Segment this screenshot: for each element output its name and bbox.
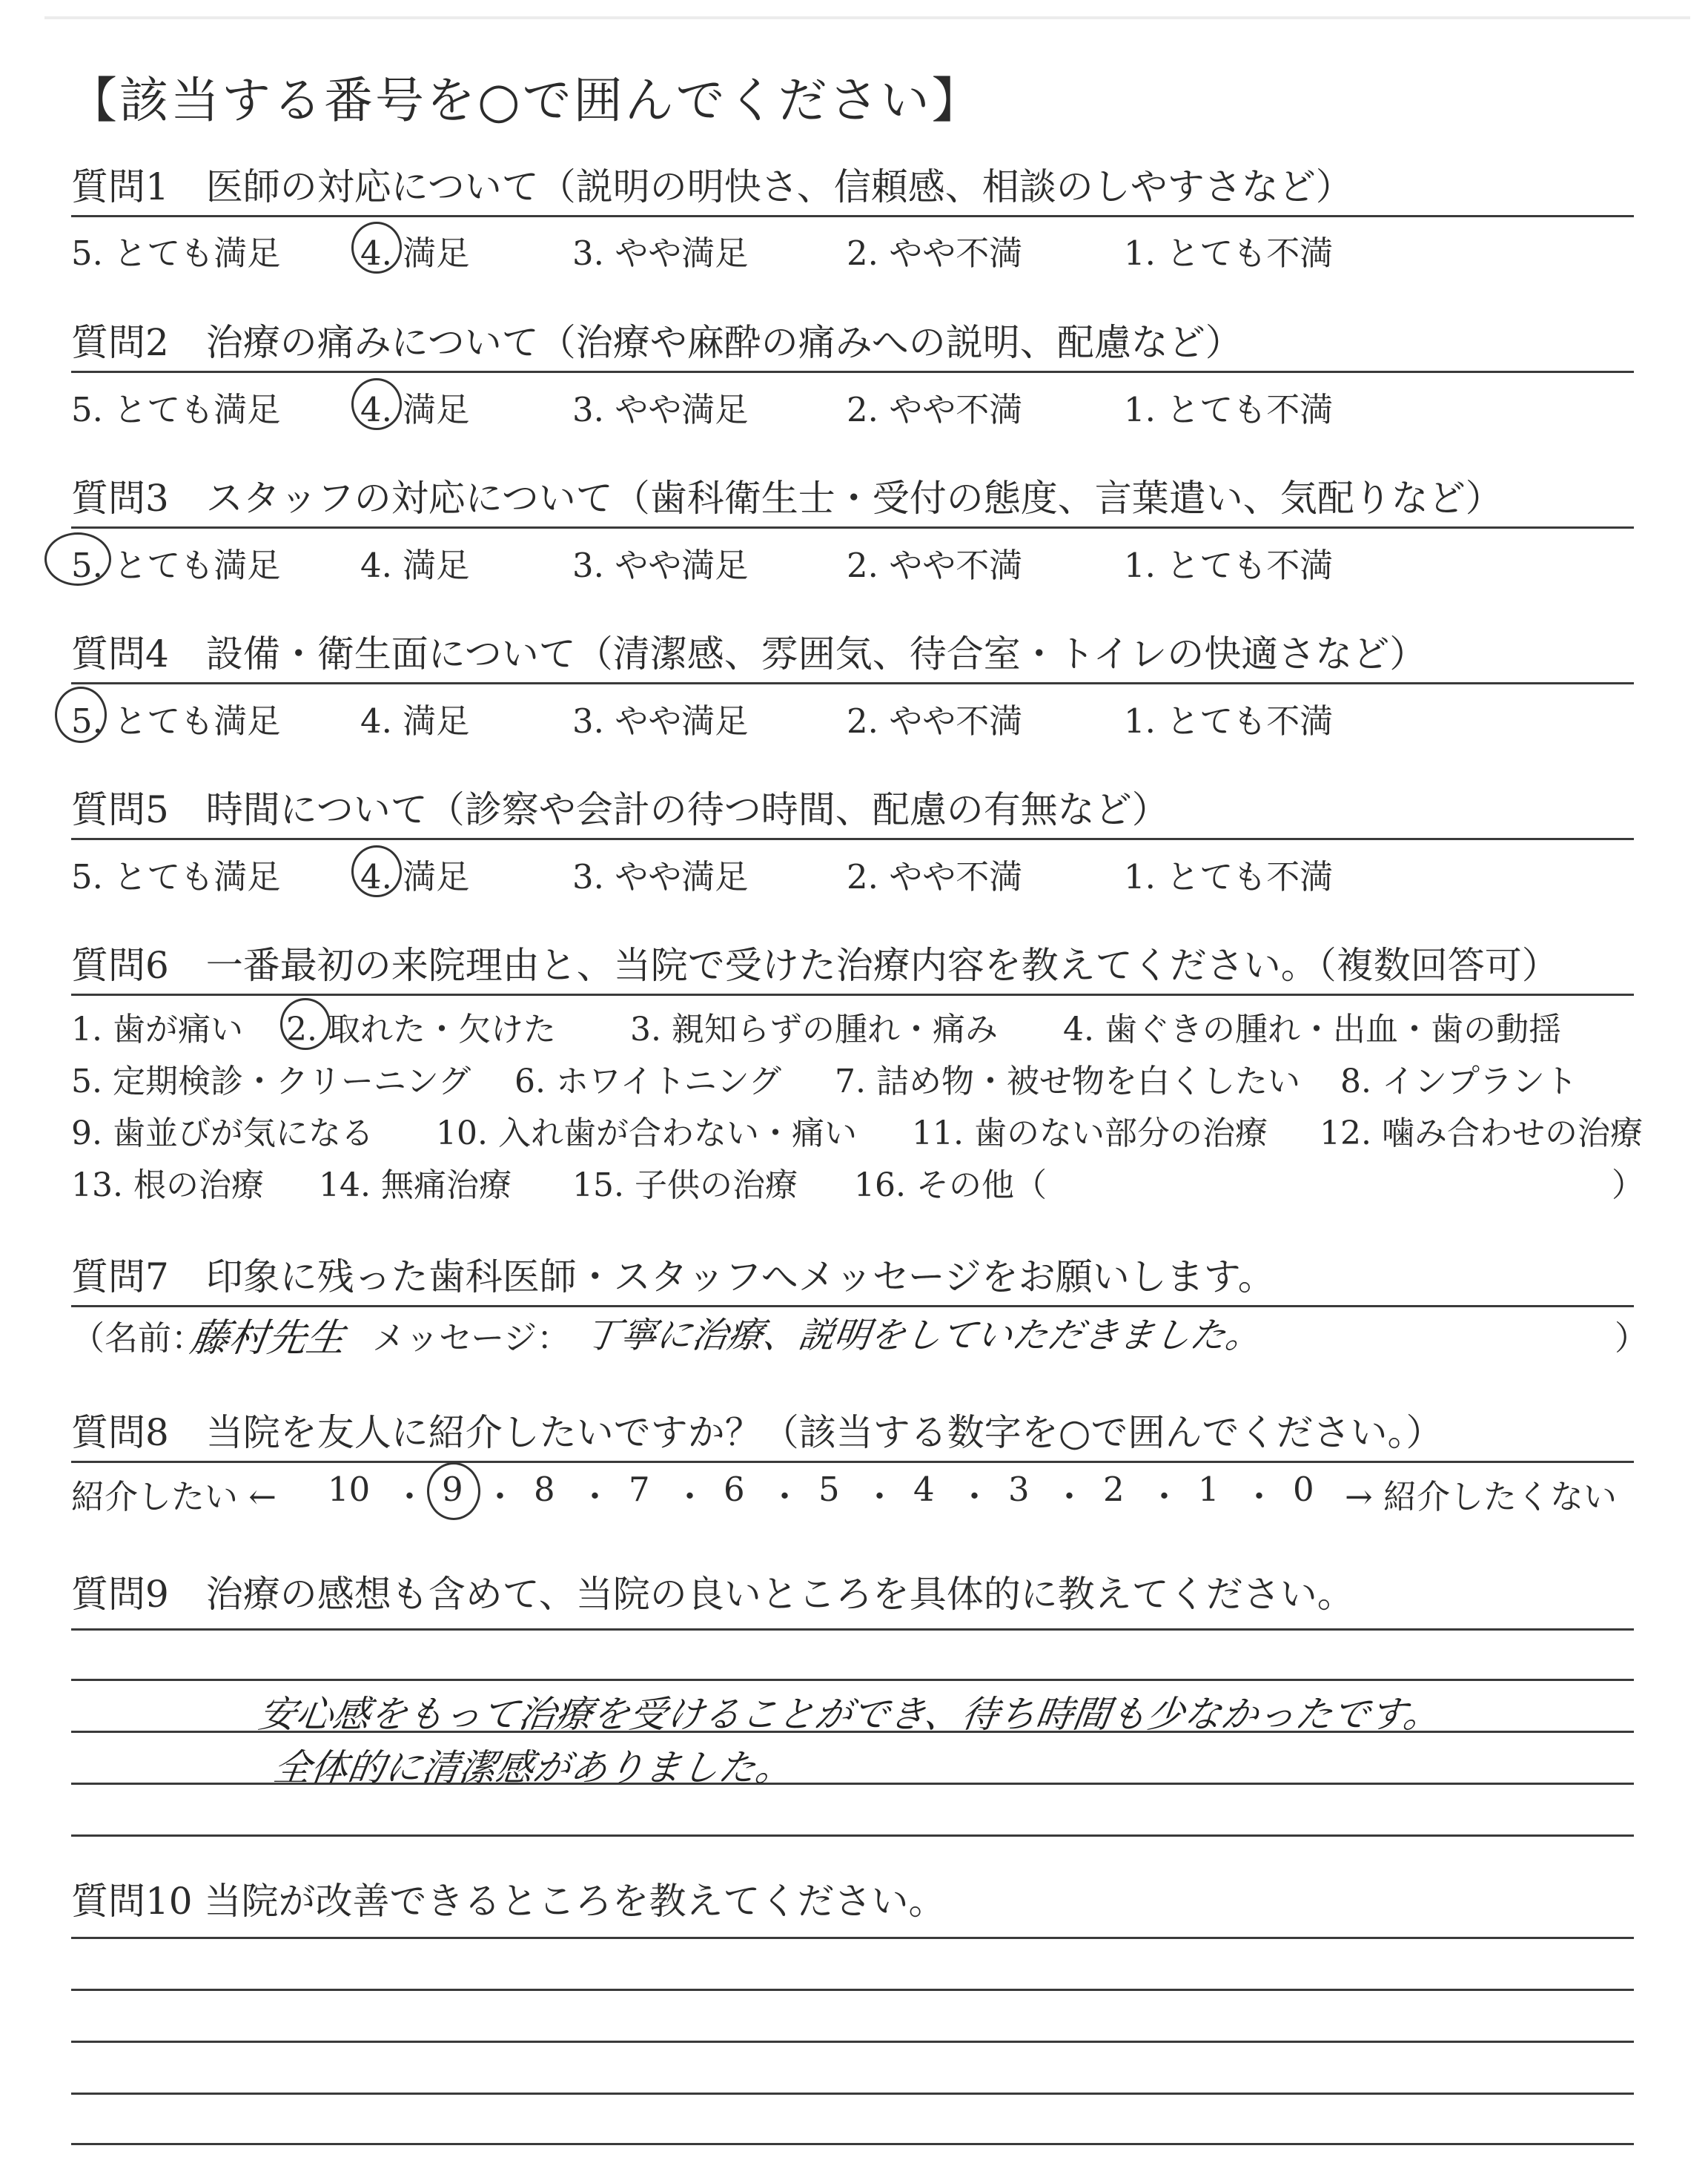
q5-option-5[interactable]: 5. とても満足 bbox=[71, 857, 281, 896]
scale-dot: ・ bbox=[578, 1477, 612, 1516]
question-4-text: 質問4 設備・衛生面について（清潔感、雰囲気、待合室・トイレの快適さなど） bbox=[71, 633, 1427, 676]
q3-option-4[interactable]: 4. 満足 bbox=[360, 546, 470, 585]
question-7 bbox=[71, 1246, 1634, 1307]
good-points-handwritten-2[interactable]: 全体的に清潔感がありました。 bbox=[271, 1746, 796, 1789]
question-5-options bbox=[71, 850, 1634, 894]
question-6 bbox=[71, 934, 1634, 996]
scale-dot: ・ bbox=[393, 1477, 427, 1516]
selection-circle bbox=[427, 1462, 480, 1520]
treatment-row-4 bbox=[71, 1158, 1644, 1204]
score-10[interactable]: 10 bbox=[328, 1470, 371, 1509]
answer-line bbox=[71, 1989, 1634, 1991]
scale-dot: ・ bbox=[1053, 1477, 1087, 1516]
score-1[interactable]: 1 bbox=[1198, 1470, 1219, 1509]
answer-line bbox=[71, 1679, 1634, 1681]
q5-option-4[interactable]: 4. 満足 bbox=[360, 857, 470, 896]
question-4-options bbox=[71, 694, 1634, 739]
q2-option-4[interactable]: 4. 満足 bbox=[360, 390, 470, 429]
scale-dot: ・ bbox=[483, 1477, 517, 1516]
scale-dot: ・ bbox=[863, 1477, 897, 1516]
answer-line bbox=[71, 1937, 1634, 1939]
treatment-option-7[interactable]: 7. 詰め物・被せ物を白くしたい bbox=[835, 1063, 1300, 1100]
score-4[interactable]: 4 bbox=[913, 1470, 935, 1509]
q1-option-1[interactable]: 1. とても不満 bbox=[1124, 234, 1334, 273]
q3-option-2[interactable]: 2. やや不満 bbox=[847, 546, 1023, 585]
treatment-option-1[interactable]: 1. 歯が痛い bbox=[71, 1011, 243, 1048]
treatment-row-2 bbox=[71, 1054, 1634, 1099]
selection-circle bbox=[280, 998, 331, 1050]
treatment-option-6[interactable]: 6. ホワイトニング bbox=[514, 1063, 782, 1100]
selection-circle bbox=[351, 378, 402, 430]
question-1 bbox=[71, 156, 1634, 217]
answer-line bbox=[71, 2041, 1634, 2043]
answer-line bbox=[71, 2143, 1634, 2145]
message-handwritten[interactable]: 丁寧に治療、説明をしていただきました。 bbox=[582, 1315, 1265, 1356]
other-close-paren: ） bbox=[1612, 1166, 1644, 1204]
question-1-text: 質問1 医師の対応について（説明の明快さ、信頼感、相談のしやすさなど） bbox=[71, 165, 1353, 208]
question-6-text: 質問6 一番最初の来院理由と、当院で受けた治療内容を教えてください。（複数回答可） bbox=[71, 944, 1559, 987]
q4-option-3[interactable]: 3. やや満足 bbox=[572, 701, 749, 741]
q5-option-1[interactable]: 1. とても不満 bbox=[1124, 857, 1334, 896]
message-close-paren: ） bbox=[1615, 1318, 1649, 1358]
q4-option-1[interactable]: 1. とても不満 bbox=[1124, 701, 1334, 741]
treatment-row-3 bbox=[71, 1106, 1643, 1152]
score-6[interactable]: 6 bbox=[724, 1470, 745, 1509]
q3-option-1[interactable]: 1. とても不満 bbox=[1124, 546, 1334, 585]
treatment-option-9[interactable]: 9. 歯並びが気になる bbox=[71, 1114, 374, 1152]
question-3 bbox=[71, 467, 1634, 529]
selection-circle bbox=[351, 222, 402, 274]
recommend-right-label: → 紹介したくない bbox=[1345, 1477, 1618, 1516]
q1-option-4[interactable]: 4. 満足 bbox=[360, 234, 470, 273]
answer-line bbox=[71, 1834, 1634, 1837]
q2-option-1[interactable]: 1. とても不満 bbox=[1124, 390, 1334, 429]
q1-option-2[interactable]: 2. やや不満 bbox=[847, 234, 1023, 273]
question-1-options bbox=[71, 226, 1634, 271]
treatment-option-2[interactable]: 2. 取れた・欠けた bbox=[286, 1011, 556, 1048]
name-handwritten[interactable]: 藤村先生 bbox=[188, 1316, 348, 1361]
q4-option-2[interactable]: 2. やや不満 bbox=[847, 701, 1023, 741]
question-8-text: 質問8 当院を友人に紹介したいですか？（該当する数字を○で囲んでください。） bbox=[71, 1411, 1443, 1454]
treatment-option-14[interactable]: 14. 無痛治療 bbox=[319, 1166, 512, 1204]
q3-option-3[interactable]: 3. やや満足 bbox=[572, 546, 749, 585]
question-10-text: 質問10 当院が改善できるところを教えてください。 bbox=[71, 1880, 946, 1923]
recommend-scale bbox=[71, 1470, 1634, 1514]
question-5 bbox=[71, 779, 1634, 840]
treatment-option-4[interactable]: 4. 歯ぐきの腫れ・出血・歯の動揺 bbox=[1063, 1011, 1561, 1048]
selection-circle bbox=[55, 687, 107, 743]
answer-line bbox=[71, 1628, 1634, 1631]
treatment-option-11[interactable]: 11. 歯のない部分の治療 bbox=[912, 1114, 1268, 1152]
question-2-options bbox=[71, 383, 1634, 427]
q2-option-5[interactable]: 5. とても満足 bbox=[71, 390, 281, 429]
scale-dot: ・ bbox=[1242, 1477, 1277, 1516]
answer-line bbox=[71, 2093, 1634, 2095]
question-2-text: 質問2 治療の痛みについて（治療や麻酔の痛みへの説明、配慮など） bbox=[71, 321, 1242, 364]
question-7-text: 質問7 印象に残った歯科医師・スタッフへメッセージをお願いします。 bbox=[71, 1255, 1275, 1298]
scan-edge bbox=[44, 16, 1690, 19]
question-2 bbox=[71, 311, 1634, 373]
message-label: メッセージ： bbox=[372, 1318, 571, 1358]
treatment-option-15[interactable]: 15. 子供の治療 bbox=[572, 1166, 798, 1204]
treatment-option-12[interactable]: 12. 噛み合わせの治療 bbox=[1320, 1114, 1643, 1152]
question-5-text: 質問5 時間について（診察や会計の待つ時間、配慮の有無など） bbox=[71, 788, 1169, 831]
q2-option-2[interactable]: 2. やや不満 bbox=[847, 390, 1023, 429]
treatment-option-10[interactable]: 10. 入れ歯が合わない・痛い bbox=[436, 1114, 857, 1152]
q4-option-5[interactable]: 5. とても満足 bbox=[71, 701, 281, 741]
question-3-text: 質問3 スタッフの対応について（歯科衛生士・受付の態度、言葉遣い、気配りなど） bbox=[71, 477, 1503, 520]
question-9-text: 質問9 治療の感想も含めて、当院の良いところを具体的に教えてください。 bbox=[71, 1573, 1354, 1616]
selection-circle bbox=[44, 532, 111, 586]
q1-option-5[interactable]: 5. とても満足 bbox=[71, 234, 281, 273]
score-2[interactable]: 2 bbox=[1103, 1470, 1125, 1509]
q5-option-2[interactable]: 2. やや不満 bbox=[847, 857, 1023, 896]
score-9[interactable]: 9 bbox=[442, 1470, 463, 1509]
score-0[interactable]: 0 bbox=[1293, 1470, 1314, 1509]
scale-dot: ・ bbox=[768, 1477, 802, 1516]
score-7[interactable]: 7 bbox=[629, 1470, 650, 1509]
selection-circle bbox=[351, 845, 402, 897]
scale-dot: ・ bbox=[1148, 1477, 1182, 1516]
scale-dot: ・ bbox=[958, 1477, 992, 1516]
question-4 bbox=[71, 623, 1634, 684]
q1-option-3[interactable]: 3. やや満足 bbox=[572, 234, 749, 273]
score-3[interactable]: 3 bbox=[1008, 1470, 1030, 1509]
treatment-option-5[interactable]: 5. 定期検診・クリーニング bbox=[71, 1063, 471, 1100]
score-8[interactable]: 8 bbox=[534, 1470, 555, 1509]
treatment-option-16[interactable]: 16. その他（ bbox=[854, 1166, 1047, 1204]
score-5[interactable]: 5 bbox=[818, 1470, 840, 1509]
treatment-option-13[interactable]: 13. 根の治療 bbox=[71, 1166, 264, 1204]
good-points-handwritten-1[interactable]: 安心感をもって治療を受けることができ、待ち時間も少なかったです。 bbox=[256, 1693, 1444, 1736]
q2-option-3[interactable]: 3. やや満足 bbox=[572, 390, 749, 429]
treatment-option-8[interactable]: 8. インプラント bbox=[1340, 1063, 1578, 1100]
scale-dot: ・ bbox=[673, 1477, 707, 1516]
q4-option-4[interactable]: 4. 満足 bbox=[360, 701, 470, 741]
q5-option-3[interactable]: 3. やや満足 bbox=[572, 857, 749, 896]
name-label: （名前： bbox=[71, 1318, 205, 1358]
question-8 bbox=[71, 1401, 1634, 1463]
treatment-option-3[interactable]: 3. 親知らずの腫れ・痛み bbox=[630, 1011, 998, 1048]
recommend-left-label: 紹介したい ← bbox=[71, 1477, 277, 1516]
q3-option-5[interactable]: 5. とても満足 bbox=[71, 546, 281, 585]
form-title: 【該当する番号を○で囲んでください】 bbox=[68, 72, 983, 129]
question-3-options bbox=[71, 538, 1634, 583]
treatment-row-1 bbox=[71, 1003, 1634, 1047]
